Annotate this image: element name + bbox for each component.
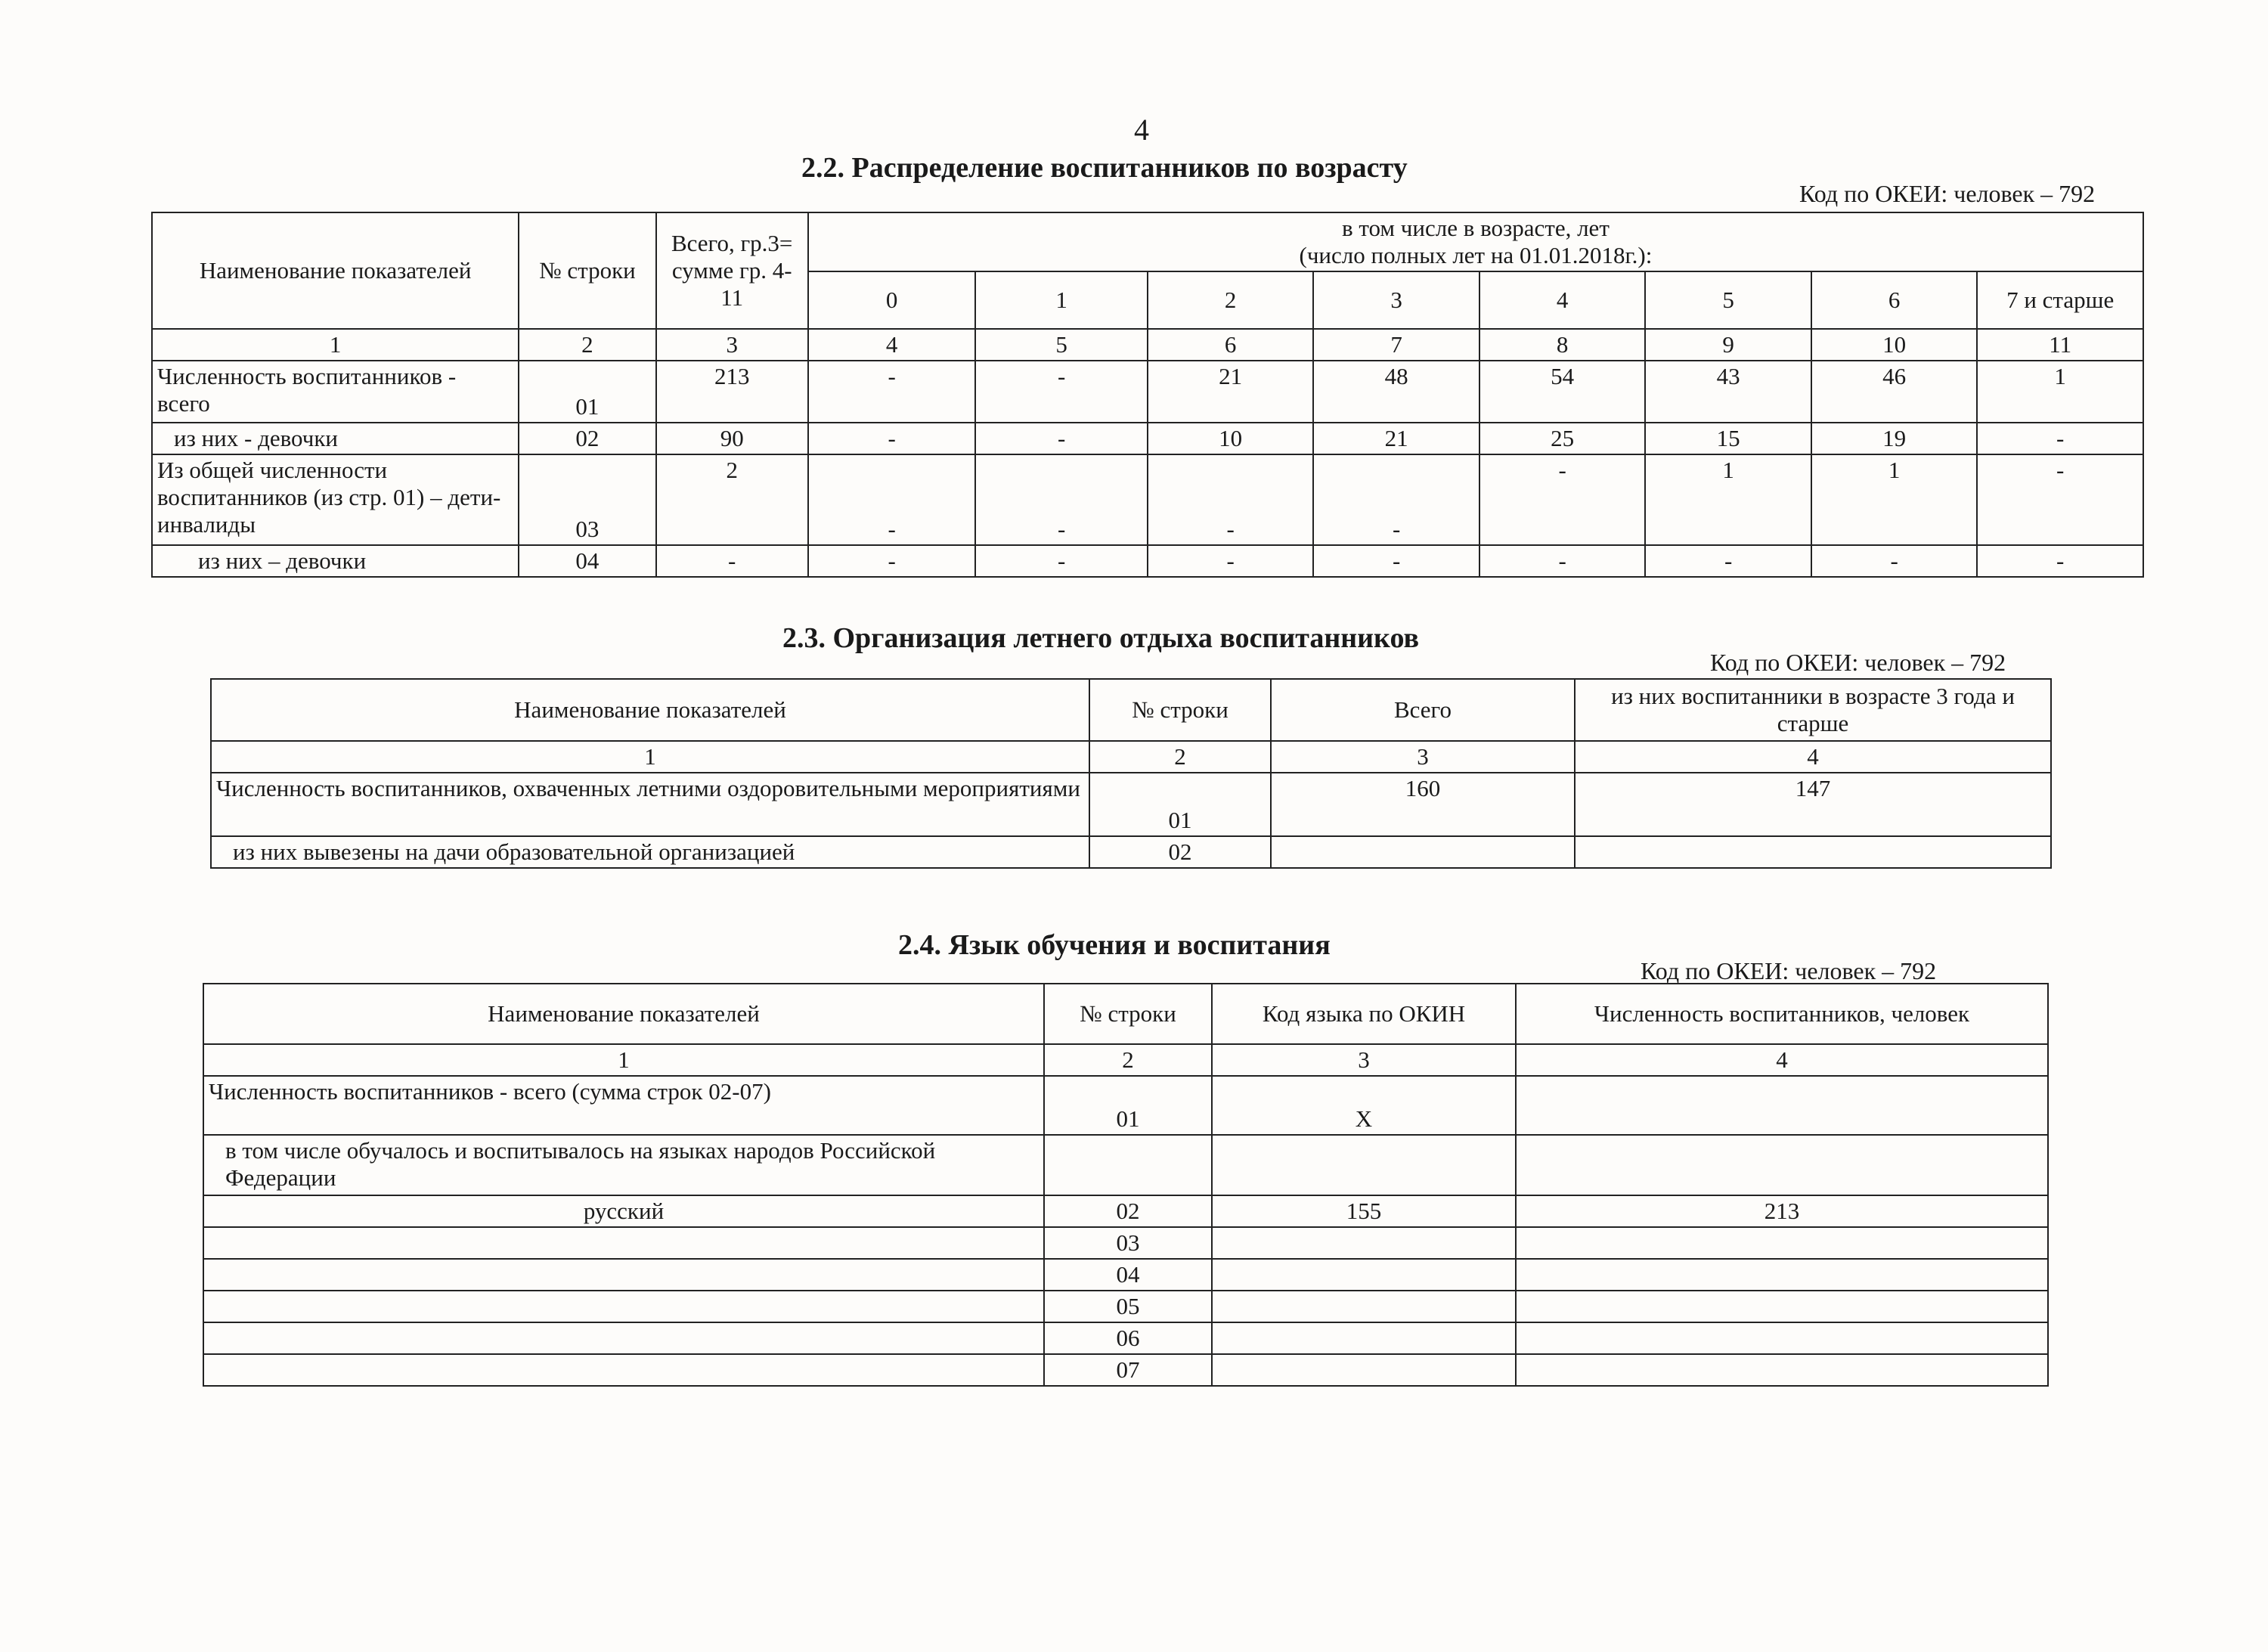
row-name [203, 1227, 1044, 1259]
table-row [211, 836, 2051, 868]
header-age: 2 [1148, 271, 1313, 329]
header-age: 1 [975, 271, 1148, 329]
row-name: из них – девочки [152, 545, 519, 577]
col-number: 2 [519, 329, 655, 361]
row-name: из них - девочки [152, 423, 519, 454]
cell: 15 [1645, 423, 1811, 454]
col-number: 11 [1977, 329, 2143, 361]
cell: 1 [1811, 454, 1977, 545]
cell: - [1479, 454, 1645, 545]
cell: - [975, 545, 1148, 577]
cell: - [1977, 454, 2143, 545]
age-group-label: в том числе в возрасте, лет [1341, 215, 1610, 241]
cell-count [1516, 1135, 2048, 1195]
cell: - [1977, 545, 2143, 577]
table-row [211, 773, 2051, 836]
row-no: 04 [1044, 1259, 1212, 1291]
cell-count [1516, 1227, 2048, 1259]
header-name: Наименование показателей [152, 212, 519, 329]
age-note-label: (число полных лет на 01.01.2018г.): [1299, 242, 1653, 268]
section-2-4-okei: Код по ОКЕИ: человек – 792 [1641, 957, 1937, 984]
cell: 147 [1575, 773, 2051, 836]
table-row [203, 1135, 2048, 1195]
cell-lang-code: 155 [1212, 1195, 1516, 1227]
table-row [152, 361, 2143, 423]
header-age: 3 [1313, 271, 1479, 329]
cell: - [1479, 545, 1645, 577]
row-no: 02 [519, 423, 655, 454]
cell-lang-code [1212, 1354, 1516, 1386]
section-2-3-title: 2.3. Организация летнего отдыха воспитанников [782, 622, 1420, 654]
header-row-no: № строки [1089, 679, 1271, 741]
row-no: 03 [519, 454, 655, 545]
row-no: 03 [1044, 1227, 1212, 1259]
cell-count [1516, 1259, 2048, 1291]
col-number: 4 [808, 329, 976, 361]
col-number: 4 [1575, 741, 2051, 773]
col-number: 1 [211, 741, 1089, 773]
cell: 10 [1148, 423, 1313, 454]
header-row-no: № строки [519, 212, 655, 329]
row-name [203, 1354, 1044, 1386]
cell-count [1516, 1076, 2048, 1135]
header-name: Наименование показателей [211, 679, 1089, 741]
row-name: русский [203, 1195, 1044, 1227]
cell: - [808, 454, 976, 545]
cell: - [808, 423, 976, 454]
cell: 1 [1645, 454, 1811, 545]
row-no: 06 [1044, 1322, 1212, 1354]
header-age-group [808, 212, 2143, 271]
cell: - [808, 545, 976, 577]
header-count: Численность воспитанников, человек [1516, 984, 2048, 1044]
cell: 54 [1479, 361, 1645, 423]
table-row [152, 545, 2143, 577]
col-number: 8 [1479, 329, 1645, 361]
col-number: 10 [1811, 329, 1977, 361]
col-number: 6 [1148, 329, 1313, 361]
cell: - [975, 423, 1148, 454]
row-name [203, 1291, 1044, 1322]
header-age: 4 [1479, 271, 1645, 329]
cell: - [1811, 545, 1977, 577]
cell: - [1977, 423, 2143, 454]
col-number: 2 [1044, 1044, 1212, 1076]
table-row [203, 1195, 2048, 1227]
row-no: 04 [519, 545, 655, 577]
cell-lang-code: Х [1212, 1076, 1516, 1135]
cell: 19 [1811, 423, 1977, 454]
header-name: Наименование показателей [203, 984, 1044, 1044]
row-no: 01 [1044, 1076, 1212, 1135]
cell: 46 [1811, 361, 1977, 423]
col-number: 3 [1212, 1044, 1516, 1076]
cell: - [975, 361, 1148, 423]
cell-lang-code [1212, 1291, 1516, 1322]
cell: - [656, 545, 808, 577]
cell: - [975, 454, 1148, 545]
header-row-no: № строки [1044, 984, 1212, 1044]
header-age: 5 [1645, 271, 1811, 329]
row-name: Численность воспитанников - всего (сумма строк 02-07) [203, 1076, 1044, 1135]
age-distribution-table [151, 212, 2144, 578]
language-table [203, 983, 2049, 1387]
cell-lang-code [1212, 1322, 1516, 1354]
cell: - [1148, 545, 1313, 577]
row-no: 02 [1044, 1195, 1212, 1227]
table-row [203, 1291, 2048, 1322]
header-age: 7 и старше [1977, 271, 2143, 329]
cell: 1 [1977, 361, 2143, 423]
cell: - [1645, 545, 1811, 577]
row-name: Численность воспитанников - всего [152, 361, 519, 423]
section-2-4-title: 2.4. Язык обучения и воспитания [898, 929, 1331, 961]
summer-rest-table [210, 678, 2052, 869]
cell: 160 [1271, 773, 1575, 836]
row-no: 01 [519, 361, 655, 423]
cell [1271, 836, 1575, 868]
cell-count [1516, 1322, 2048, 1354]
col-number: 9 [1645, 329, 1811, 361]
cell-count [1516, 1291, 2048, 1322]
section-2-3-okei: Код по ОКЕИ: человек – 792 [1710, 649, 2006, 676]
table-row [152, 454, 2143, 545]
cell: 25 [1479, 423, 1645, 454]
col-number: 2 [1089, 741, 1271, 773]
page-number: 4 [1134, 113, 1149, 147]
cell: 43 [1645, 361, 1811, 423]
row-name [203, 1322, 1044, 1354]
header-age3: из них воспитанники в возрасте 3 года и старше [1575, 679, 2051, 741]
row-no [1044, 1135, 1212, 1195]
cell-count: 213 [1516, 1195, 2048, 1227]
cell-lang-code [1212, 1227, 1516, 1259]
cell: 21 [1148, 361, 1313, 423]
col-number: 7 [1313, 329, 1479, 361]
cell-lang-code [1212, 1135, 1516, 1195]
row-no: 02 [1089, 836, 1271, 868]
cell [1575, 836, 2051, 868]
table-row [203, 1076, 2048, 1135]
row-no: 01 [1089, 773, 1271, 836]
table-row [203, 1322, 2048, 1354]
col-number: 4 [1516, 1044, 2048, 1076]
table-row [152, 423, 2143, 454]
row-name: в том числе обучалось и воспитывалось на языках народов Российской Федерации [203, 1135, 1044, 1195]
col-number: 5 [975, 329, 1148, 361]
table-row [203, 1259, 2048, 1291]
row-no: 07 [1044, 1354, 1212, 1386]
cell: 21 [1313, 423, 1479, 454]
cell: - [1313, 454, 1479, 545]
cell: 2 [656, 454, 808, 545]
col-number: 1 [203, 1044, 1044, 1076]
row-no: 05 [1044, 1291, 1212, 1322]
cell: 90 [656, 423, 808, 454]
header-lang-code: Код языка по ОКИН [1212, 984, 1516, 1044]
section-2-2-okei: Код по ОКЕИ: человек – 792 [1799, 180, 2096, 207]
header-total: Всего, гр.3= сумме гр. 4-11 [656, 212, 808, 329]
cell-lang-code [1212, 1259, 1516, 1291]
section-2-2-title: 2.2. Распределение воспитанников по возрасту [801, 152, 1408, 184]
row-name [203, 1259, 1044, 1291]
header-age: 0 [808, 271, 976, 329]
header-age: 6 [1811, 271, 1977, 329]
cell: - [1313, 545, 1479, 577]
table-row [203, 1227, 2048, 1259]
col-number: 3 [656, 329, 808, 361]
header-total: Всего [1271, 679, 1575, 741]
col-number: 3 [1271, 741, 1575, 773]
cell: - [1148, 454, 1313, 545]
col-number: 1 [152, 329, 519, 361]
row-name: из них вывезены на дачи образовательной организацией [211, 836, 1089, 868]
cell: - [808, 361, 976, 423]
cell: 213 [656, 361, 808, 423]
cell-count [1516, 1354, 2048, 1386]
table-row [203, 1354, 2048, 1386]
row-name: Численность воспитанников, охваченных летними оздоровительными мероприятиями [211, 773, 1089, 836]
cell: 48 [1313, 361, 1479, 423]
row-name: Из общей численности воспитанников (из стр. 01) – дети-инвалиды [152, 454, 519, 545]
